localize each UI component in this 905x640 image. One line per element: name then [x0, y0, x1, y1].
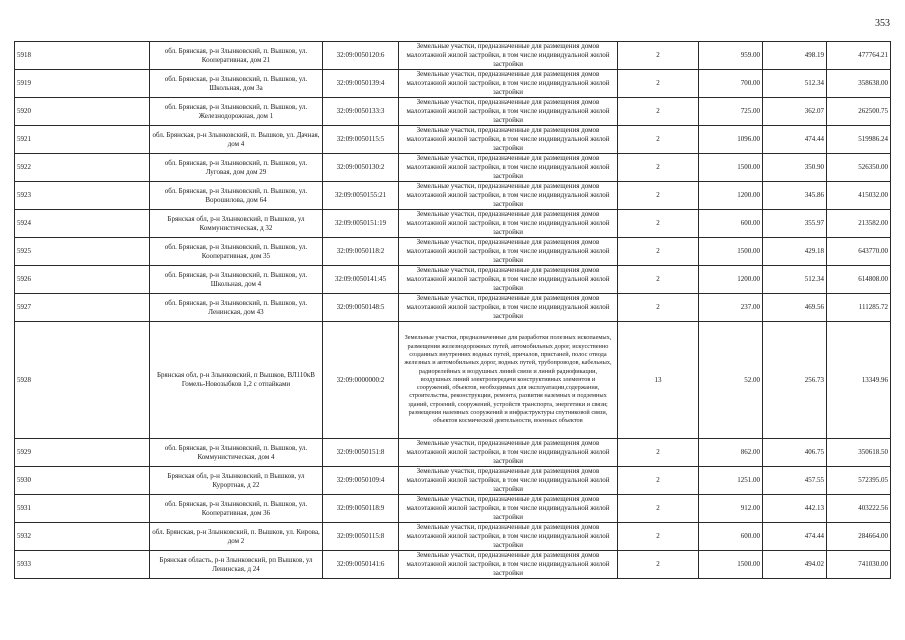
specific-value-cell: 429.18 — [763, 238, 827, 266]
row-number-cell: 5924 — [15, 210, 150, 238]
cadastral-number-cell: 32:09:0050115:8 — [323, 523, 399, 551]
land-use-cell: Земельные участки, предназначенные для размещения домов малоэтажной жилой застройки, в том числе индивидуальной жилой застройки — [399, 210, 618, 238]
group-cell: 2 — [618, 42, 699, 70]
cadastral-number-cell: 32:09:0050130:2 — [323, 154, 399, 182]
area-cell: 1200.00 — [699, 182, 763, 210]
land-use-cell: Земельные участки, предназначенные для размещения домов малоэтажной жилой застройки, в том числе индивидуальной жилой застройки — [399, 439, 618, 467]
area-cell: 1251.00 — [699, 467, 763, 495]
area-cell: 725.00 — [699, 98, 763, 126]
land-use-cell: Земельные участки, предназначенные для размещения домов малоэтажной жилой застройки, в том числе индивидуальной жилой застройки — [399, 42, 618, 70]
address-cell: обл. Брянская, р-н Злынковский, п. Вышков, ул. Дачная, дом 4 — [150, 126, 323, 154]
cadastral-number-cell: 32:09:0050109:4 — [323, 467, 399, 495]
row-number-cell: 5925 — [15, 238, 150, 266]
land-use-cell: Земельные участки, предназначенные для размещения домов малоэтажной жилой застройки, в том числе индивидуальной жилой застройки — [399, 154, 618, 182]
group-cell: 2 — [618, 98, 699, 126]
address-cell: обл. Брянская, р-н Злынковский, п. Вышков, ул. Кооперативная, дом 36 — [150, 495, 323, 523]
land-use-cell: Земельные участки, предназначенные для размещения домов малоэтажной жилой застройки, в том числе индивидуальной жилой застройки — [399, 467, 618, 495]
area-cell: 1500.00 — [699, 238, 763, 266]
area-cell: 52.00 — [699, 322, 763, 439]
area-cell: 700.00 — [699, 70, 763, 98]
group-cell: 2 — [618, 238, 699, 266]
cadastral-value-cell: 643770.00 — [827, 238, 891, 266]
cadastral-number-cell: 32:09:0050118:9 — [323, 495, 399, 523]
group-cell: 13 — [618, 322, 699, 439]
cadastral-number-cell: 32:09:0050151:19 — [323, 210, 399, 238]
group-cell: 2 — [618, 294, 699, 322]
row-number-cell: 5920 — [15, 98, 150, 126]
address-cell: обл. Брянская, р-н Злынковский, п. Вышков, ул. Кооперативная, дом 35 — [150, 238, 323, 266]
table-row — [15, 439, 891, 467]
address-cell: обл. Брянская, р-н Злынковский, п. Вышков, ул. Школьная, дом 3а — [150, 70, 323, 98]
cadastral-value-cell: 284664.00 — [827, 523, 891, 551]
specific-value-cell: 355.97 — [763, 210, 827, 238]
specific-value-cell: 345.86 — [763, 182, 827, 210]
cadastral-value-cell: 403222.56 — [827, 495, 891, 523]
cadastral-value-cell: 350618.50 — [827, 439, 891, 467]
group-cell: 2 — [618, 70, 699, 98]
table-row — [15, 42, 891, 70]
address-cell: обл. Брянская, р-н Злынковский, п. Вышков, ул. Луговая, дом дом 29 — [150, 154, 323, 182]
specific-value-cell: 474.44 — [763, 126, 827, 154]
group-cell: 2 — [618, 182, 699, 210]
area-cell: 600.00 — [699, 523, 763, 551]
cadastral-value-cell: 111285.72 — [827, 294, 891, 322]
specific-value-cell: 498.19 — [763, 42, 827, 70]
row-number-cell: 5929 — [15, 439, 150, 467]
row-number-cell: 5918 — [15, 42, 150, 70]
group-cell: 2 — [618, 495, 699, 523]
specific-value-cell: 442.13 — [763, 495, 827, 523]
cadastral-value-cell: 262500.75 — [827, 98, 891, 126]
land-use-cell: Земельные участки, предназначенные для размещения домов малоэтажной жилой застройки, в том числе индивидуальной жилой застройки — [399, 294, 618, 322]
specific-value-cell: 469.56 — [763, 294, 827, 322]
cadastral-value-cell: 519986.24 — [827, 126, 891, 154]
address-cell: Брянская обл, р-н Злынковский, п Вышков, ул Коммунистическая, д 32 — [150, 210, 323, 238]
specific-value-cell: 362.07 — [763, 98, 827, 126]
specific-value-cell: 474.44 — [763, 523, 827, 551]
area-cell: 237.00 — [699, 294, 763, 322]
table-row — [15, 322, 891, 439]
row-number-cell: 5931 — [15, 495, 150, 523]
specific-value-cell: 512.34 — [763, 70, 827, 98]
group-cell: 2 — [618, 266, 699, 294]
land-use-cell: Земельные участки, предназначенные для размещения домов малоэтажной жилой застройки, в том числе индивидуальной жилой застройки — [399, 266, 618, 294]
row-number-cell: 5933 — [15, 551, 150, 579]
group-cell: 2 — [618, 210, 699, 238]
cadastral-number-cell: 32:09:0050151:8 — [323, 439, 399, 467]
cadastral-number-cell: 32:09:0050141:45 — [323, 266, 399, 294]
cadastral-number-cell: 32:09:0050148:5 — [323, 294, 399, 322]
row-number-cell: 5927 — [15, 294, 150, 322]
cadastral-number-cell: 32:09:0050115:5 — [323, 126, 399, 154]
row-number-cell: 5919 — [15, 70, 150, 98]
row-number-cell: 5922 — [15, 154, 150, 182]
land-use-cell: Земельные участки, предназначенные для размещения домов малоэтажной жилой застройки, в том числе индивидуальной жилой застройки — [399, 495, 618, 523]
land-use-cell: Земельные участки, предназначенные для размещения домов малоэтажной жилой застройки, в том числе индивидуальной жилой застройки — [399, 126, 618, 154]
land-use-cell: Земельные участки, предназначенные для размещения домов малоэтажной жилой застройки, в том числе индивидуальной жилой застройки — [399, 523, 618, 551]
cadastral-value-cell: 526350.00 — [827, 154, 891, 182]
table-row — [15, 523, 891, 551]
cadastral-number-cell: 32:09:0050133:3 — [323, 98, 399, 126]
group-cell: 2 — [618, 523, 699, 551]
cadastral-value-cell: 358638.00 — [827, 70, 891, 98]
table-body — [15, 42, 891, 579]
row-number-cell: 5930 — [15, 467, 150, 495]
address-cell: Брянская обл, р-н Злынковский, п Вышков, ВЛ110кВ Гомель-Новозыбков 1,2 с отпайками — [150, 322, 323, 439]
area-cell: 1096.00 — [699, 126, 763, 154]
table-row — [15, 70, 891, 98]
table-row — [15, 126, 891, 154]
area-cell: 862.00 — [699, 439, 763, 467]
table-row — [15, 266, 891, 294]
table-row — [15, 294, 891, 322]
address-cell: обл. Брянская, р-н Злынковский, п. Вышков, ул. Ворошилова, дом 64 — [150, 182, 323, 210]
row-number-cell: 5932 — [15, 523, 150, 551]
address-cell: обл. Брянская, р-н Злынковский, п. Вышков, ул. Коммунистическая, дом 4 — [150, 439, 323, 467]
group-cell: 2 — [618, 154, 699, 182]
cadastral-value-cell: 741030.00 — [827, 551, 891, 579]
group-cell: 2 — [618, 126, 699, 154]
row-number-cell: 5921 — [15, 126, 150, 154]
address-cell: обл. Брянская, р-н Злынковский, п. Вышков, ул. Ленинская, дом 43 — [150, 294, 323, 322]
cadastral-value-cell: 614808.00 — [827, 266, 891, 294]
cadastral-number-cell: 32:09:0050139:4 — [323, 70, 399, 98]
table-row — [15, 98, 891, 126]
land-use-cell: Земельные участки, предназначенные для размещения домов малоэтажной жилой застройки, в том числе индивидуальной жилой застройки — [399, 70, 618, 98]
table-row — [15, 182, 891, 210]
cadastral-value-cell: 477764.21 — [827, 42, 891, 70]
area-cell: 959.00 — [699, 42, 763, 70]
table-row — [15, 495, 891, 523]
cadastral-number-cell: 32:09:0000000:2 — [323, 322, 399, 439]
page-number: 353 — [875, 18, 890, 29]
specific-value-cell: 457.55 — [763, 467, 827, 495]
land-use-cell: Земельные участки, предназначенные для размещения домов малоэтажной жилой застройки, в том числе индивидуальной жилой застройки — [399, 98, 618, 126]
cadastral-number-cell: 32:09:0050120:6 — [323, 42, 399, 70]
address-cell: обл. Брянская, р-н Злынковский, п. Вышков, ул. Кирова, дом 2 — [150, 523, 323, 551]
row-number-cell: 5928 — [15, 322, 150, 439]
specific-value-cell: 256.73 — [763, 322, 827, 439]
group-cell: 2 — [618, 467, 699, 495]
address-cell: обл. Брянская, р-н Злынковский, п. Вышков, ул. Школьная, дом 4 — [150, 266, 323, 294]
area-cell: 1200.00 — [699, 266, 763, 294]
table-row — [15, 551, 891, 579]
group-cell: 2 — [618, 439, 699, 467]
area-cell: 1500.00 — [699, 551, 763, 579]
table-row — [15, 238, 891, 266]
area-cell: 912.00 — [699, 495, 763, 523]
specific-value-cell: 406.75 — [763, 439, 827, 467]
group-cell: 2 — [618, 551, 699, 579]
cadastral-number-cell: 32:09:0050118:2 — [323, 238, 399, 266]
cadastral-value-cell: 572395.05 — [827, 467, 891, 495]
cadastral-value-cell: 213582.00 — [827, 210, 891, 238]
land-use-cell: Земельные участки, предназначенные для размещения домов малоэтажной жилой застройки, в том числе индивидуальной жилой застройки — [399, 238, 618, 266]
address-cell: Брянская область, р-н Злынковский, рп Вышков, ул Ленинская, д 24 — [150, 551, 323, 579]
area-cell: 1500.00 — [699, 154, 763, 182]
land-use-cell: Земельные участки, предназначенные для размещения домов малоэтажной жилой застройки, в том числе индивидуальной жилой застройки — [399, 182, 618, 210]
cadastral-value-cell: 13349.96 — [827, 322, 891, 439]
cadastral-value-cell: 415032.00 — [827, 182, 891, 210]
table-row — [15, 210, 891, 238]
table-row — [15, 467, 891, 495]
land-register-table — [14, 41, 891, 579]
cadastral-number-cell: 32:09:0050155:21 — [323, 182, 399, 210]
table-row — [15, 154, 891, 182]
row-number-cell: 5923 — [15, 182, 150, 210]
address-cell: Брянская обл, р-н Злынковский, п Вышков, ул Курортная, д 22 — [150, 467, 323, 495]
specific-value-cell: 494.02 — [763, 551, 827, 579]
cadastral-number-cell: 32:09:0050141:6 — [323, 551, 399, 579]
land-use-cell: Земельные участки, предназначенные для разработки полезных ископаемых, размещения железнодорожных путей, автомобильных дорог, искусственно созданных внутренних водных путей, причалов, пристаней, полос отвода железных и автомобильных дорог, водных путей, трубопроводов, кабельных, радиорелейных и воздушных линий связи и линий радиофикации, воздушных линий электропередачи конструктивных элементов и сооружений, объектов, необходимых для эксплуатации,содержания, строительства, реконструкции, ремонта, развития наземных и подземных зданий, строений, сооружений, устройств транспорта, энергетики и связи; размещения наземных сооружений и инфраструктуры спутниковой связи, объектов космической деятельности, военных объектов — [399, 322, 618, 439]
row-number-cell: 5926 — [15, 266, 150, 294]
land-use-cell: Земельные участки, предназначенные для размещения домов малоэтажной жилой застройки, в том числе индивидуальной жилой застройки — [399, 551, 618, 579]
address-cell: обл. Брянская, р-н Злынковский, п. Вышков, ул. Железнодорожная, дом 1 — [150, 98, 323, 126]
address-cell: обл. Брянская, р-н Злынковский, п. Вышков, ул. Кооперативная, дом 21 — [150, 42, 323, 70]
area-cell: 600.00 — [699, 210, 763, 238]
specific-value-cell: 512.34 — [763, 266, 827, 294]
specific-value-cell: 350.90 — [763, 154, 827, 182]
